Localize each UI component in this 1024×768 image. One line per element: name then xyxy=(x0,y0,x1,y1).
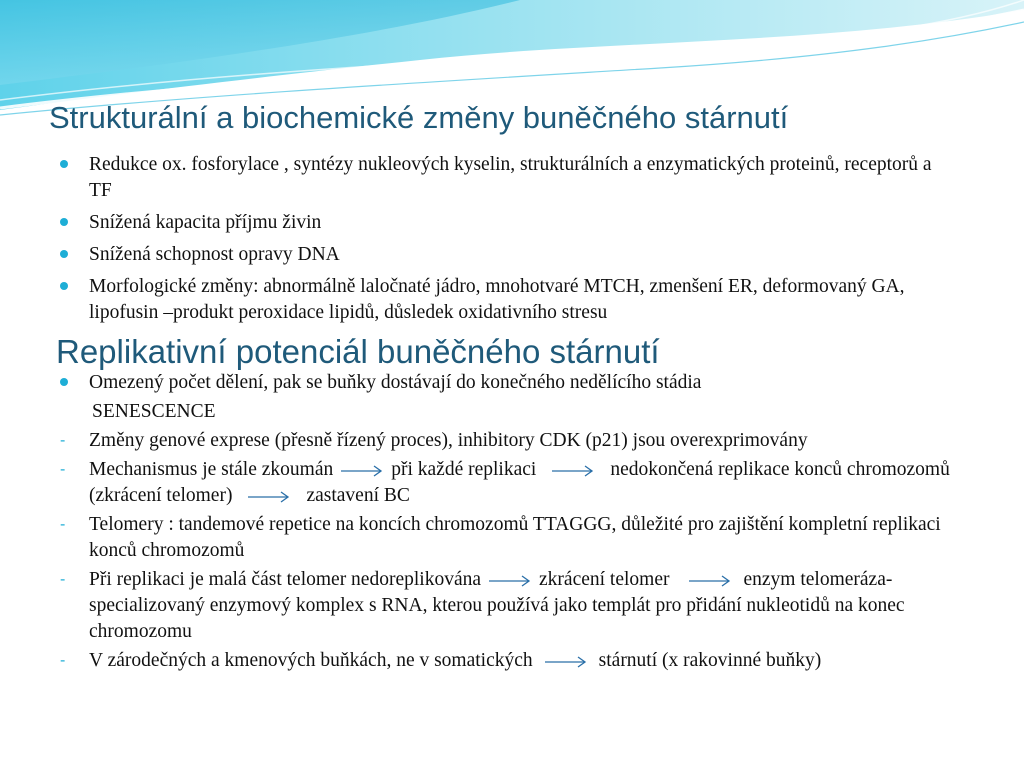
bullet-dot-icon xyxy=(60,282,68,290)
list-item xyxy=(58,457,958,509)
bullet-text: Mechanismus je stále zkoumán xyxy=(89,459,334,480)
list-item xyxy=(58,428,958,454)
list-item xyxy=(58,242,958,268)
list-item xyxy=(58,152,958,204)
dash-marker: - xyxy=(60,516,66,533)
senescence-line xyxy=(58,399,958,425)
arrow-right-icon xyxy=(689,575,731,587)
arrow-right-icon xyxy=(248,491,290,503)
list-item xyxy=(58,274,958,326)
bullet-text: Redukce ox. fosforylace , syntézy nukleových kyselin, strukturálních a enzymatických proteinů, receptorů a TF xyxy=(89,154,932,201)
arrow-right-icon xyxy=(341,465,383,477)
list-item xyxy=(58,512,958,564)
arrow-right-icon xyxy=(545,656,587,668)
bullet-text: při každé replikaci xyxy=(391,459,537,480)
dash-marker: - xyxy=(60,461,66,478)
bullet-text: zkrácení telomer xyxy=(539,569,670,590)
senescence-label: SENESCENCE xyxy=(92,401,216,422)
bullet-text: stárnutí (x rakovinné buňky) xyxy=(598,650,822,671)
bullet-text: nedokončená replikace konců chromozomů (zkrácení telomer) xyxy=(89,459,950,506)
arrow-right-icon xyxy=(489,575,531,587)
list-item xyxy=(58,648,958,674)
slide-title: Strukturální a biochemické změny buněčného stárnutí xyxy=(49,100,789,135)
bullet-text: enzym telomeráza- specializovaný enzymový komplex s RNA, kterou používá jako templát pro přidání nukleotidů na konec chromozomu xyxy=(89,569,905,642)
bullet-text: Omezený počet dělení, pak se buňky dostávají do konečného nedělícího stádia xyxy=(89,372,702,393)
section-title: Replikativní potenciál buněčného stárnutí xyxy=(56,333,660,370)
bullet-list-replicative-potential xyxy=(58,370,958,677)
dash-marker: - xyxy=(60,571,66,588)
bullet-text: Změny genové exprese (přesně řízený proces), inhibitory CDK (p21) jsou overexprimovány xyxy=(89,430,808,451)
bullet-dot-icon xyxy=(60,218,68,226)
bullet-text: V zárodečných a kmenových buňkách, ne v somatických xyxy=(89,650,533,671)
bullet-text: Snížená schopnost opravy DNA xyxy=(89,244,340,265)
bullet-text: Při replikaci je malá část telomer nedoreplikována xyxy=(89,569,482,590)
bullet-text: zastavení BC xyxy=(306,485,410,506)
bullet-text: Telomery : tandemové repetice na koncích chromozomů TTAGGG, důležité pro zajištění kompletní replikaci konců chromozomů xyxy=(89,514,941,561)
dash-marker: - xyxy=(60,432,66,449)
bullet-dot-icon xyxy=(60,160,68,168)
bullet-dot-icon xyxy=(60,378,68,386)
bullet-dot-icon xyxy=(60,250,68,258)
bullet-text: Snížená kapacita příjmu živin xyxy=(89,212,322,233)
arrow-right-icon xyxy=(552,465,594,477)
list-item xyxy=(58,210,958,236)
list-item xyxy=(58,370,958,396)
bullet-text: Morfologické změny: abnormálně laločnaté jádro, mnohotvaré MTCH, zmenšení ER, deformovaný GA, lipofusin –produkt peroxidace lipidů, důsledek oxidativního stresu xyxy=(89,276,905,323)
list-item xyxy=(58,567,958,645)
dash-marker: - xyxy=(60,652,66,669)
bullet-list-structural-changes xyxy=(58,152,958,332)
